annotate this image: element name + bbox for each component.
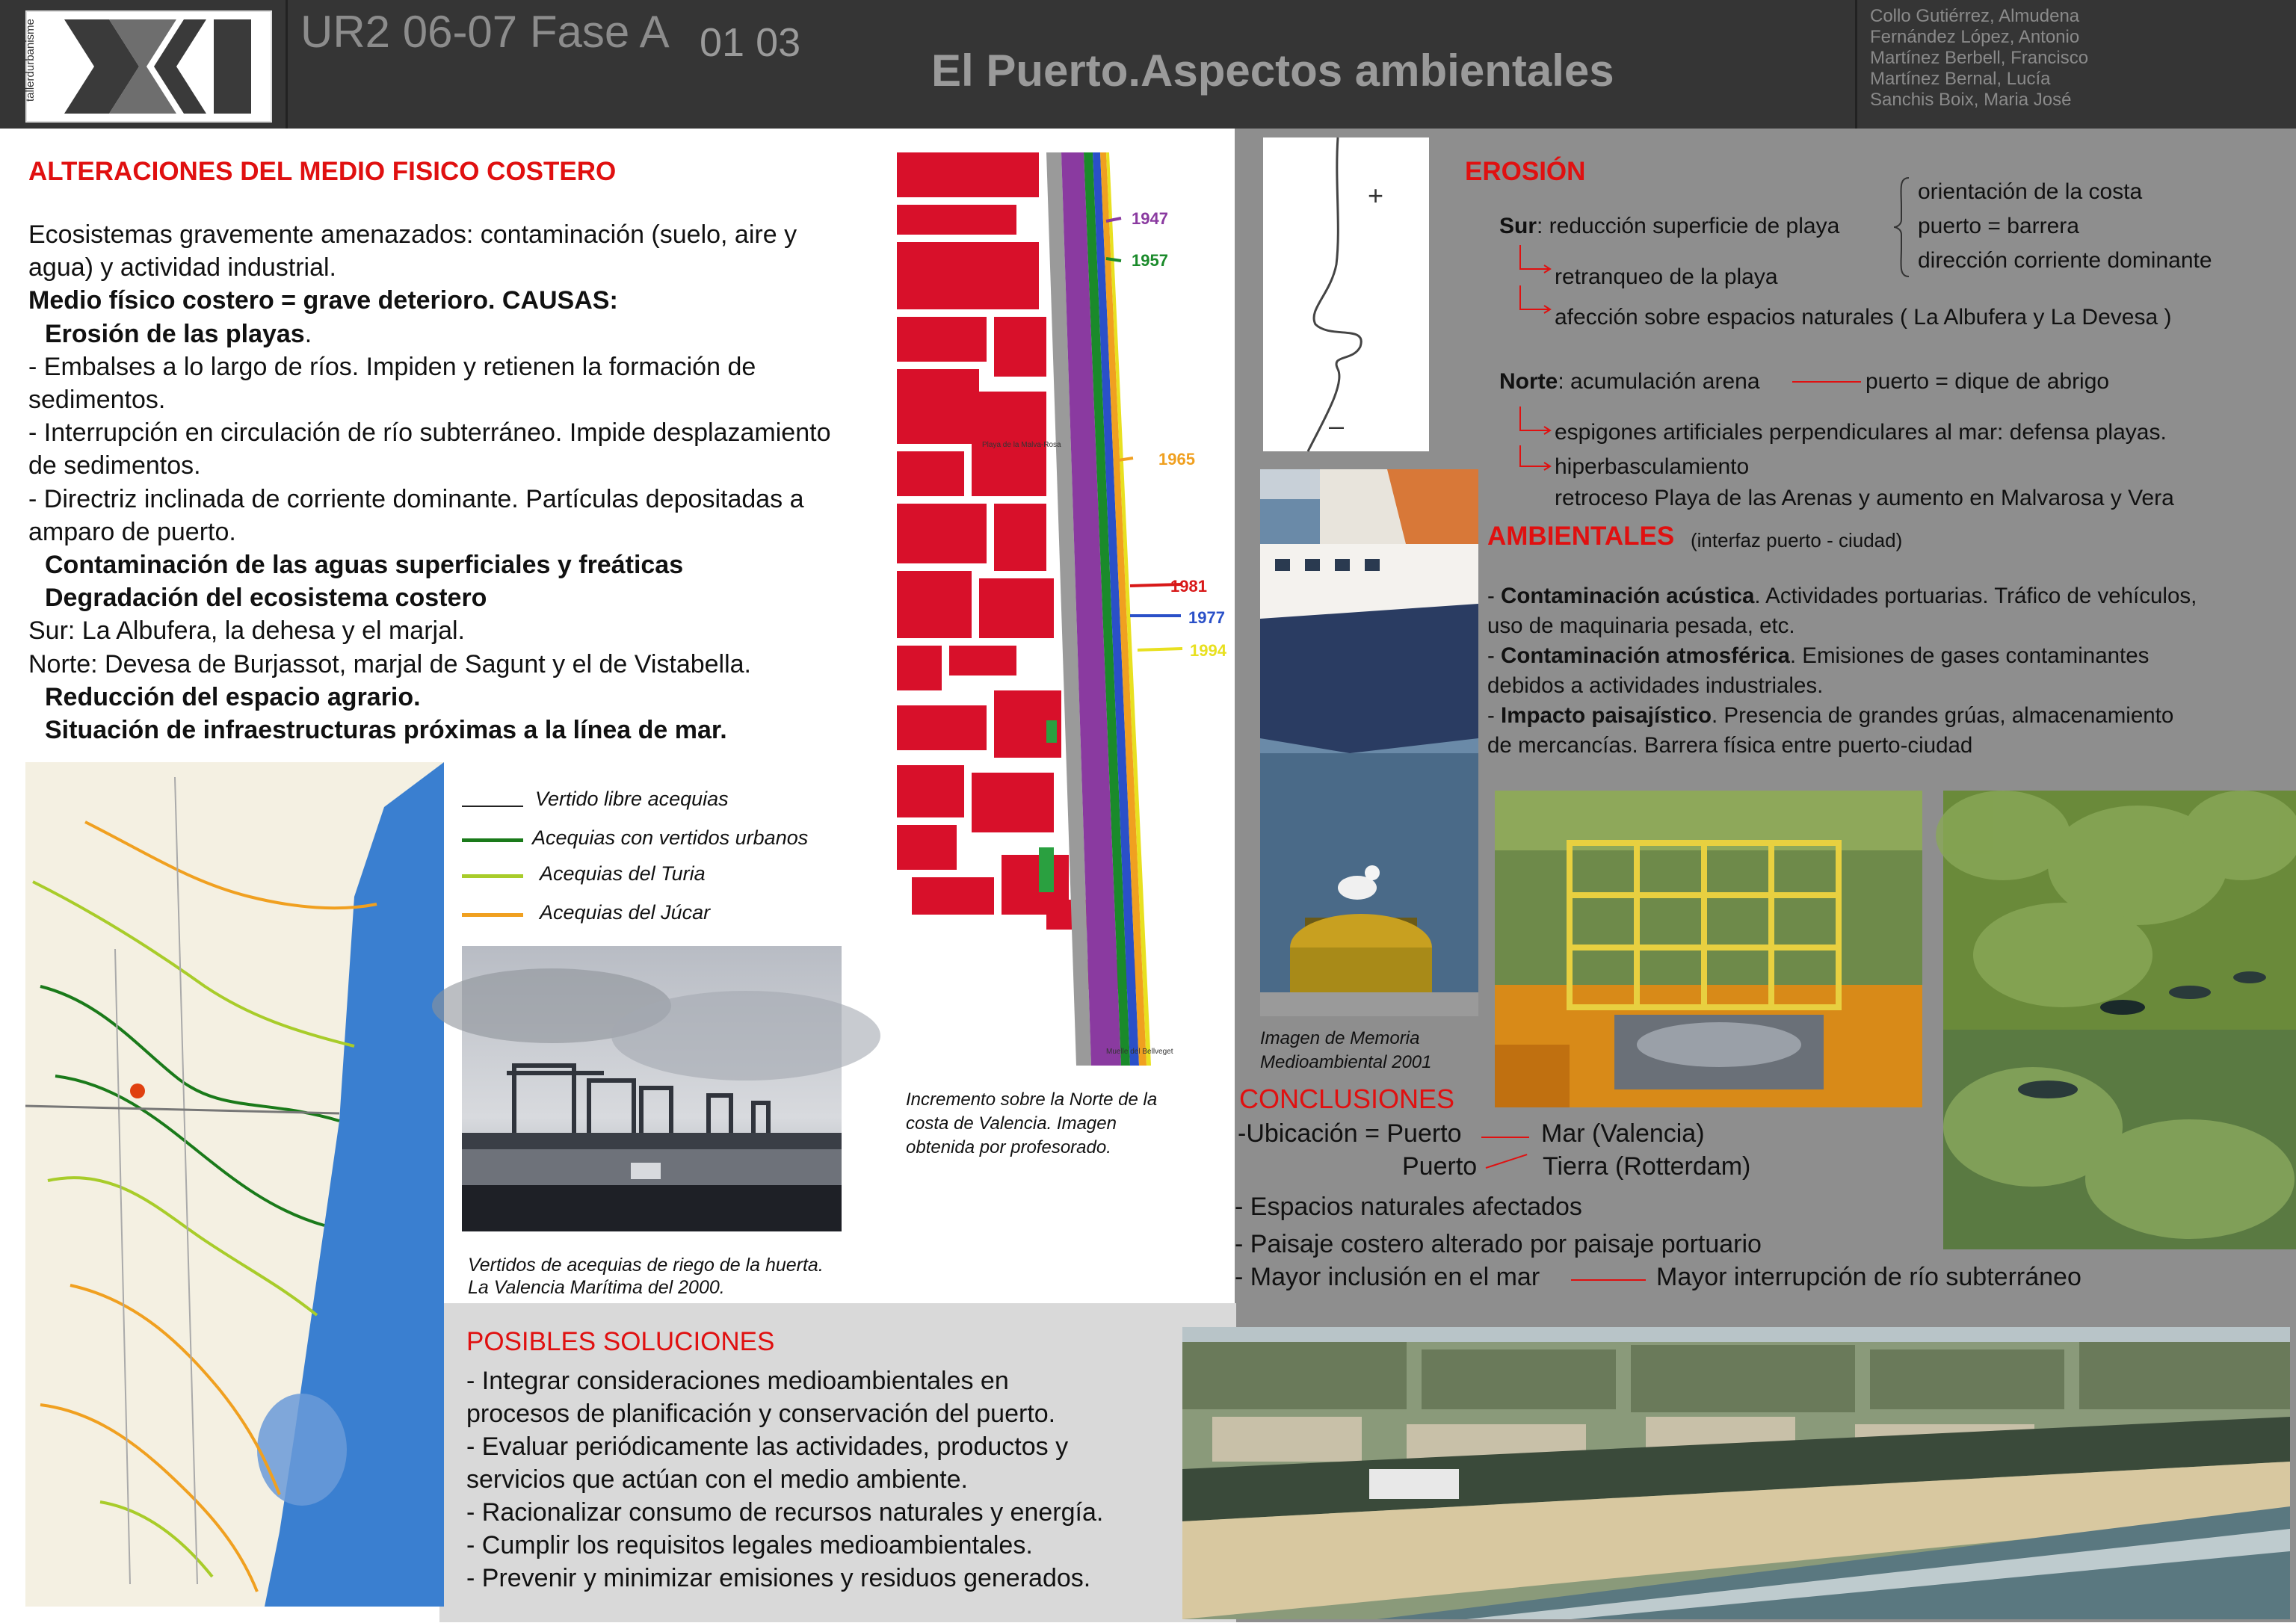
conclusion-last: - Mayor inclusión en el mar (1235, 1263, 1540, 1291)
coast-map-caption (906, 1088, 1157, 1160)
alteraciones-line (28, 218, 903, 251)
section-title-erosion: EROSIÓN (1465, 157, 1586, 186)
ambientales-line-bold: Contaminación acústica (1501, 584, 1755, 608)
conclusion-puerto-result: Tierra (Rotterdam) (1543, 1152, 1751, 1181)
ambientales-line-bold: Impacto paisajístico (1501, 703, 1712, 728)
aerial-coast-image (1182, 1327, 2290, 1619)
legend-label: Acequias con vertidos urbanos (532, 826, 809, 849)
alteraciones-line (28, 449, 903, 482)
header-divider (1855, 0, 1857, 129)
alteraciones-line-text: Erosión de las playas (45, 319, 305, 348)
conclusion-puerto: Puerto (1402, 1152, 1478, 1181)
section-title-alteraciones: ALTERACIONES DEL MEDIO FISICO COSTERO (28, 157, 617, 186)
erosion-bracket-item: dirección corriente dominante (1918, 248, 2212, 273)
project-title: UR2 06-07 Fase A (300, 7, 670, 57)
caption-line: costa de Valencia. Imagen (906, 1113, 1117, 1134)
erosion-sketch (1263, 137, 1429, 451)
year-label: 1994 (1190, 641, 1226, 660)
legend-swatch (462, 913, 523, 917)
erosion-sur-text: : reducción superficie de playa (1537, 214, 1840, 238)
alteraciones-line-text: amparo de puerto. (28, 517, 236, 546)
section-title-conclusiones: CONCLUSIONES (1239, 1083, 1455, 1114)
ambientales-line-text: uso de maquinaria pesada, etc. (1487, 613, 1795, 638)
year-label: 1981 (1170, 577, 1207, 596)
alteraciones-line-text: - Directriz inclinada de corriente dominante. Partículas depositadas a (28, 484, 804, 513)
caption-line: La Valencia Marítima del 2000. (468, 1277, 725, 1298)
arrow-icon (1519, 406, 1552, 436)
bracket-icon (1892, 176, 1910, 278)
alteraciones-line-text: Situación de infraestructuras próximas a la línea de mar. (45, 716, 727, 745)
alteraciones-line (28, 648, 903, 681)
arrow-icon (1519, 445, 1552, 472)
port-cranes-image (462, 946, 842, 1231)
alteraciones-line-text: Sur: La Albufera, la dehesa y el marjal. (28, 616, 465, 646)
erosion-norte-text: : acumulación arena (1558, 369, 1760, 394)
solution-line: - Evaluar periódicamente las actividades, productos y (466, 1432, 1069, 1461)
alteraciones-line (28, 284, 903, 317)
alteraciones-line-text: agua) y actividad industrial. (28, 253, 337, 282)
erosion-norte-effect: hiperbasculamiento (1555, 454, 1750, 479)
river-photo (1943, 791, 2296, 1249)
author-name: Martínez Berbell, Francisco (1870, 48, 2089, 68)
alteraciones-line-text: de sedimentos. (28, 451, 201, 480)
alteraciones-line-text: Medio físico costero = grave deterioro. CAUSAS: (28, 286, 618, 315)
arrow-icon (1792, 381, 1861, 383)
erosion-norte-result: puerto = dique de abrigo (1866, 369, 2110, 394)
ambientales-line-text: debidos a actividades industriales. (1487, 673, 1824, 698)
port-photo-caption (468, 1254, 824, 1299)
erosion-norte-effect: espigones artificiales perpendiculares al mar: defensa playas. (1555, 420, 2167, 445)
alteraciones-line (28, 581, 903, 614)
erosion-bracket-item: puerto = barrera (1918, 214, 2079, 238)
year-label: 1957 (1132, 251, 1168, 270)
erosion-norte-line (1499, 369, 1760, 395)
section-title-soluciones: POSIBLES SOLUCIONES (466, 1327, 775, 1356)
solution-line: - Integrar consideraciones medioambientales en (466, 1367, 1009, 1395)
arrow-icon (1519, 285, 1552, 315)
ship-photo-caption (1260, 1027, 1432, 1075)
alteraciones-line-text: sedimentos. (28, 386, 166, 415)
ambientales-body (1487, 581, 2280, 761)
legend-swatch (462, 874, 523, 878)
svg-text:–: – (1329, 410, 1345, 441)
caption-line: Imagen de Memoria (1260, 1028, 1420, 1048)
solution-line: procesos de planificación y conservación del puerto. (466, 1400, 1056, 1428)
alteraciones-line (28, 483, 903, 516)
fishing-crates-image (1495, 791, 1922, 1107)
arrow-icon (1481, 1137, 1529, 1138)
legend-label: Acequias del Júcar (540, 901, 711, 924)
coast-growth-map (897, 152, 1226, 1066)
ambientales-line-text: . Emisiones de gases contaminantes (1789, 643, 2150, 668)
ambientales-line (1487, 641, 2280, 671)
solution-line: - Racionalizar consumo de recursos naturales y energía. (466, 1498, 1104, 1527)
year-label: 1977 (1188, 608, 1225, 627)
ambientales-line (1487, 581, 2280, 611)
conclusion-item: - Espacios naturales afectados (1235, 1193, 1582, 1221)
ambientales-line (1487, 701, 2280, 731)
erosion-norte-label: Norte (1499, 369, 1558, 394)
alteraciones-line-text: Contaminación de las aguas superficiales y freáticas (45, 551, 684, 580)
ambientales-line-text: . Presencia de grandes grúas, almacenamiento (1712, 703, 2174, 728)
logo-mark-icon (27, 12, 271, 121)
caption-line: Vertidos de acequias de riego de la huerta. (468, 1255, 824, 1276)
project-number: 01 03 (700, 20, 801, 65)
year-label: 1965 (1158, 450, 1195, 469)
conclusion-ubicacion: -Ubicación = Puerto (1238, 1119, 1462, 1148)
alteraciones-line (28, 516, 903, 548)
author-name: Sanchis Boix, Maria José (1870, 90, 2072, 110)
caption-line: obtenida por profesorado. (906, 1137, 1111, 1157)
coast-map-image (897, 152, 1226, 1066)
header-divider (286, 0, 288, 129)
section-title-ambientales: AMBIENTALES (1487, 522, 1675, 551)
legend-label: Acequias del Turia (540, 862, 706, 885)
erosion-sur-effect: retranqueo de la playa (1555, 265, 1778, 289)
ambientales-line (1487, 671, 2280, 701)
legend-swatch (462, 838, 523, 842)
conclusion-item: - Paisaje costero alterado por paisaje portuario (1235, 1230, 1762, 1258)
ambientales-line-prefix: - (1487, 584, 1502, 608)
svg-text:+: + (1368, 180, 1384, 211)
year-label: 1947 (1132, 209, 1168, 228)
alteraciones-line (28, 350, 903, 383)
alteraciones-body (28, 218, 903, 746)
map-place-label: Playa de la Malva-Rosa (982, 441, 1061, 449)
coastline-sketch-image (1263, 137, 1429, 451)
alteraciones-line (28, 681, 903, 714)
alteraciones-line (28, 548, 903, 581)
logo (25, 10, 272, 123)
alteraciones-line (28, 251, 903, 284)
alteraciones-line (28, 416, 903, 449)
alteraciones-line (28, 714, 903, 746)
ship-photo (1260, 469, 1478, 1016)
ambientales-line (1487, 611, 2280, 641)
alteraciones-line-text: Degradación del ecosistema costero (45, 584, 487, 613)
irrigation-map (25, 762, 444, 1607)
alteraciones-line (28, 383, 903, 416)
ambientales-line-text: . Actividades portuarias. Tráfico de vehículos, (1754, 584, 2197, 608)
erosion-sur-label: Sur (1499, 214, 1537, 238)
erosion-sur-line (1499, 214, 1839, 239)
alteraciones-line-text: Ecosistemas gravemente amenazados: contaminación (suelo, aire y (28, 220, 797, 249)
alteraciones-line-text: - Embalses a lo largo de ríos. Impiden y retienen la formación de (28, 352, 756, 381)
river-boats-image (1943, 791, 2296, 1249)
ambientales-line-prefix: - (1487, 643, 1502, 668)
author-name: Martínez Bernal, Lucía (1870, 69, 2051, 89)
irrigation-map-image (25, 762, 444, 1607)
page-title: El Puerto.Aspectos ambientales (931, 46, 1614, 96)
author-name: Fernández López, Antonio (1870, 27, 2080, 47)
caption-line: Incremento sobre la Norte de la (906, 1089, 1158, 1110)
solution-line: - Prevenir y minimizar emisiones y residuos generados. (466, 1564, 1091, 1592)
aerial-photo (1182, 1327, 2290, 1619)
solution-line: servicios que actúan con el medio ambiente. (466, 1465, 968, 1494)
ambientales-line-bold: Contaminación atmosférica (1501, 643, 1790, 668)
port-photo (462, 946, 842, 1231)
authors-list (1870, 6, 2088, 111)
fishing-photo (1495, 791, 1922, 1107)
conclusion-last-result: Mayor interrupción de río subterráneo (1656, 1263, 2081, 1291)
author-name: Collo Gutiérrez, Almudena (1870, 6, 2080, 26)
ambientales-line-text: de mercancías. Barrera física entre puerto-ciudad (1487, 733, 1973, 758)
ambientales-line-prefix: - (1487, 703, 1502, 728)
erosion-sur-effect: afección sobre espacios naturales ( La Albufera y La Devesa ) (1555, 305, 2172, 330)
ambientales-subtitle: (interfaz puerto - ciudad) (1691, 529, 1903, 551)
arrow-icon (1571, 1279, 1646, 1281)
ambientales-line (1487, 731, 2280, 761)
erosion-bracket-item: orientación de la costa (1918, 179, 2143, 204)
alteraciones-line-text: Reducción del espacio agrario. (45, 682, 421, 711)
conclusion-ubicacion-result: Mar (Valencia) (1541, 1119, 1705, 1148)
soluciones-body (466, 1364, 1103, 1595)
alteraciones-line-suffix: . (304, 319, 312, 348)
caption-line: Medioambiental 2001 (1260, 1052, 1432, 1072)
alteraciones-line-text: - Interrupción en circulación de río subterráneo. Impide desplazamiento (28, 418, 831, 448)
legend-label: Vertido libre acequias (535, 788, 729, 810)
erosion-norte-last: retroceso Playa de las Arenas y aumento en Malvarosa y Vera (1555, 486, 2174, 510)
logo-text: tallerdurbanisme (24, 19, 37, 102)
solution-line: - Cumplir los requisitos legales medioambientales. (466, 1531, 1033, 1559)
ship-seagull-image (1260, 469, 1478, 1016)
alteraciones-line (28, 614, 903, 647)
alteraciones-line-text: Norte: Devesa de Burjassot, marjal de Sagunt y el de Vistabella. (28, 649, 752, 678)
alteraciones-line (28, 318, 903, 350)
map-place-label: Muelle del Bellveget (1106, 1048, 1173, 1056)
arrow-icon (1519, 245, 1552, 275)
legend-swatch (462, 806, 523, 807)
